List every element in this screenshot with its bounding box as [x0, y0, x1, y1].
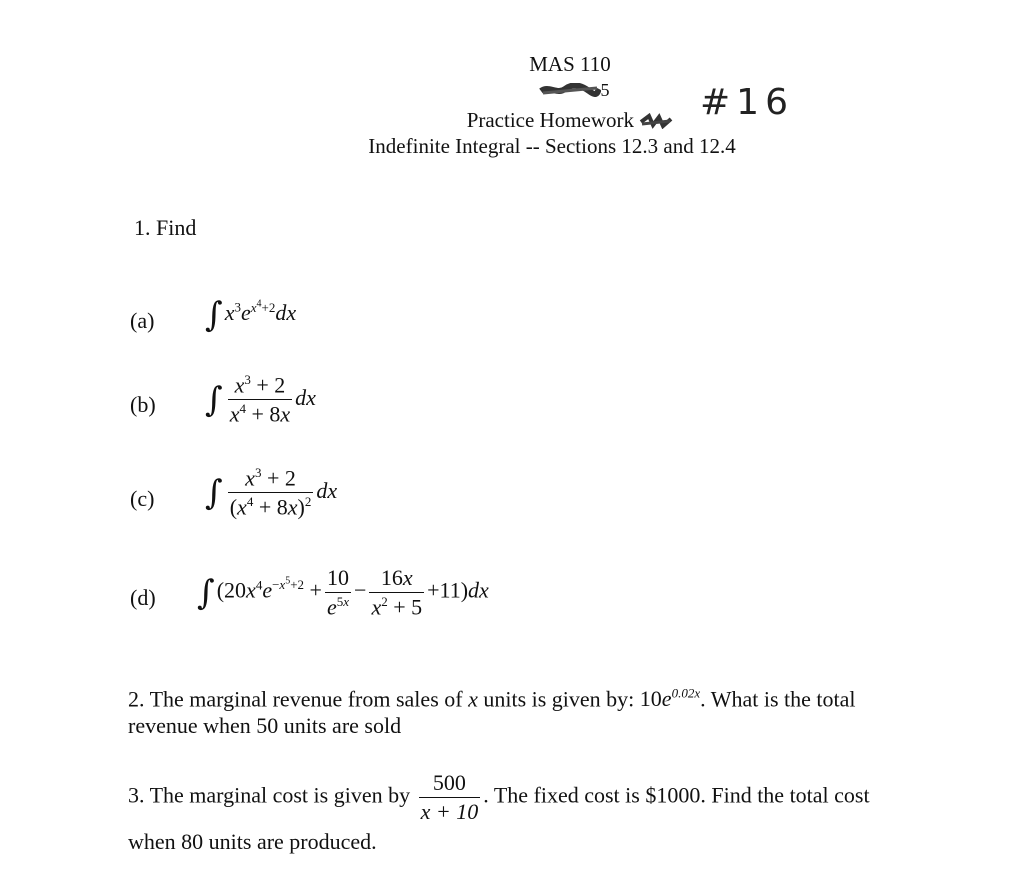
homework-title [58, 108, 1024, 135]
revenue-expression: $10e^{0.02x}$ [639, 686, 701, 712]
homework-title-text: Practice Homework [466, 108, 635, 132]
problem-3-line-2: when 80 units are produced. [128, 829, 377, 854]
redaction-scribble-2 [639, 110, 673, 135]
marginal-cost-fraction: $\frac{500}{x + 10}$ [420, 770, 479, 824]
part-c-label: (c) [130, 486, 155, 511]
problem-2-line-2: revenue when 50 units are sold [128, 713, 402, 738]
problem-2-var: x [468, 686, 478, 712]
problem-1-label: 1. Find [134, 215, 197, 240]
part-d-label: (d) [130, 585, 156, 610]
integral-a: $\int x^3e^{x^4+2}dx$ [205, 295, 297, 335]
problem-3-text-b: . The fixed cost is $1000. Find the total cost [483, 782, 870, 808]
course-code: MAS 110 [529, 52, 611, 76]
problem-3-line-1 [128, 770, 870, 825]
problem-2-text-c: . What is the total [700, 686, 856, 712]
problem-3-text-a: 3. The marginal cost is given by [128, 782, 411, 808]
integral-c: ∫ $\frac{x^3 + 2}{(x^4 + 8x)^2}$ dx [205, 465, 338, 520]
part-b-label: (b) [130, 392, 156, 417]
problem-2-text-b: units is given by: [483, 686, 635, 712]
term-line [62, 80, 1024, 102]
integral-d: $\int(20x^4e^{-x^5+2}$ + $\frac{10}{e^{5x}}$ − $\frac{16x}{x^2 + 5}$ +11)dx [197, 565, 489, 620]
handwritten-number: #16 [700, 82, 794, 123]
problem-2-text-a: 2. The marginal revenue from sales of [128, 686, 463, 712]
sections-subtitle: Indefinite Integral -- Sections 12.3 and 12.4 [368, 134, 736, 158]
problem-2-line-1 [128, 686, 856, 712]
term-suffix: 5 [600, 80, 610, 100]
redaction-scribble [539, 81, 601, 102]
part-a-label: (a) [130, 308, 155, 333]
integral-b: ∫ $\frac{x^3 + 2}{x^4 + 8x}$ dx [205, 372, 316, 427]
